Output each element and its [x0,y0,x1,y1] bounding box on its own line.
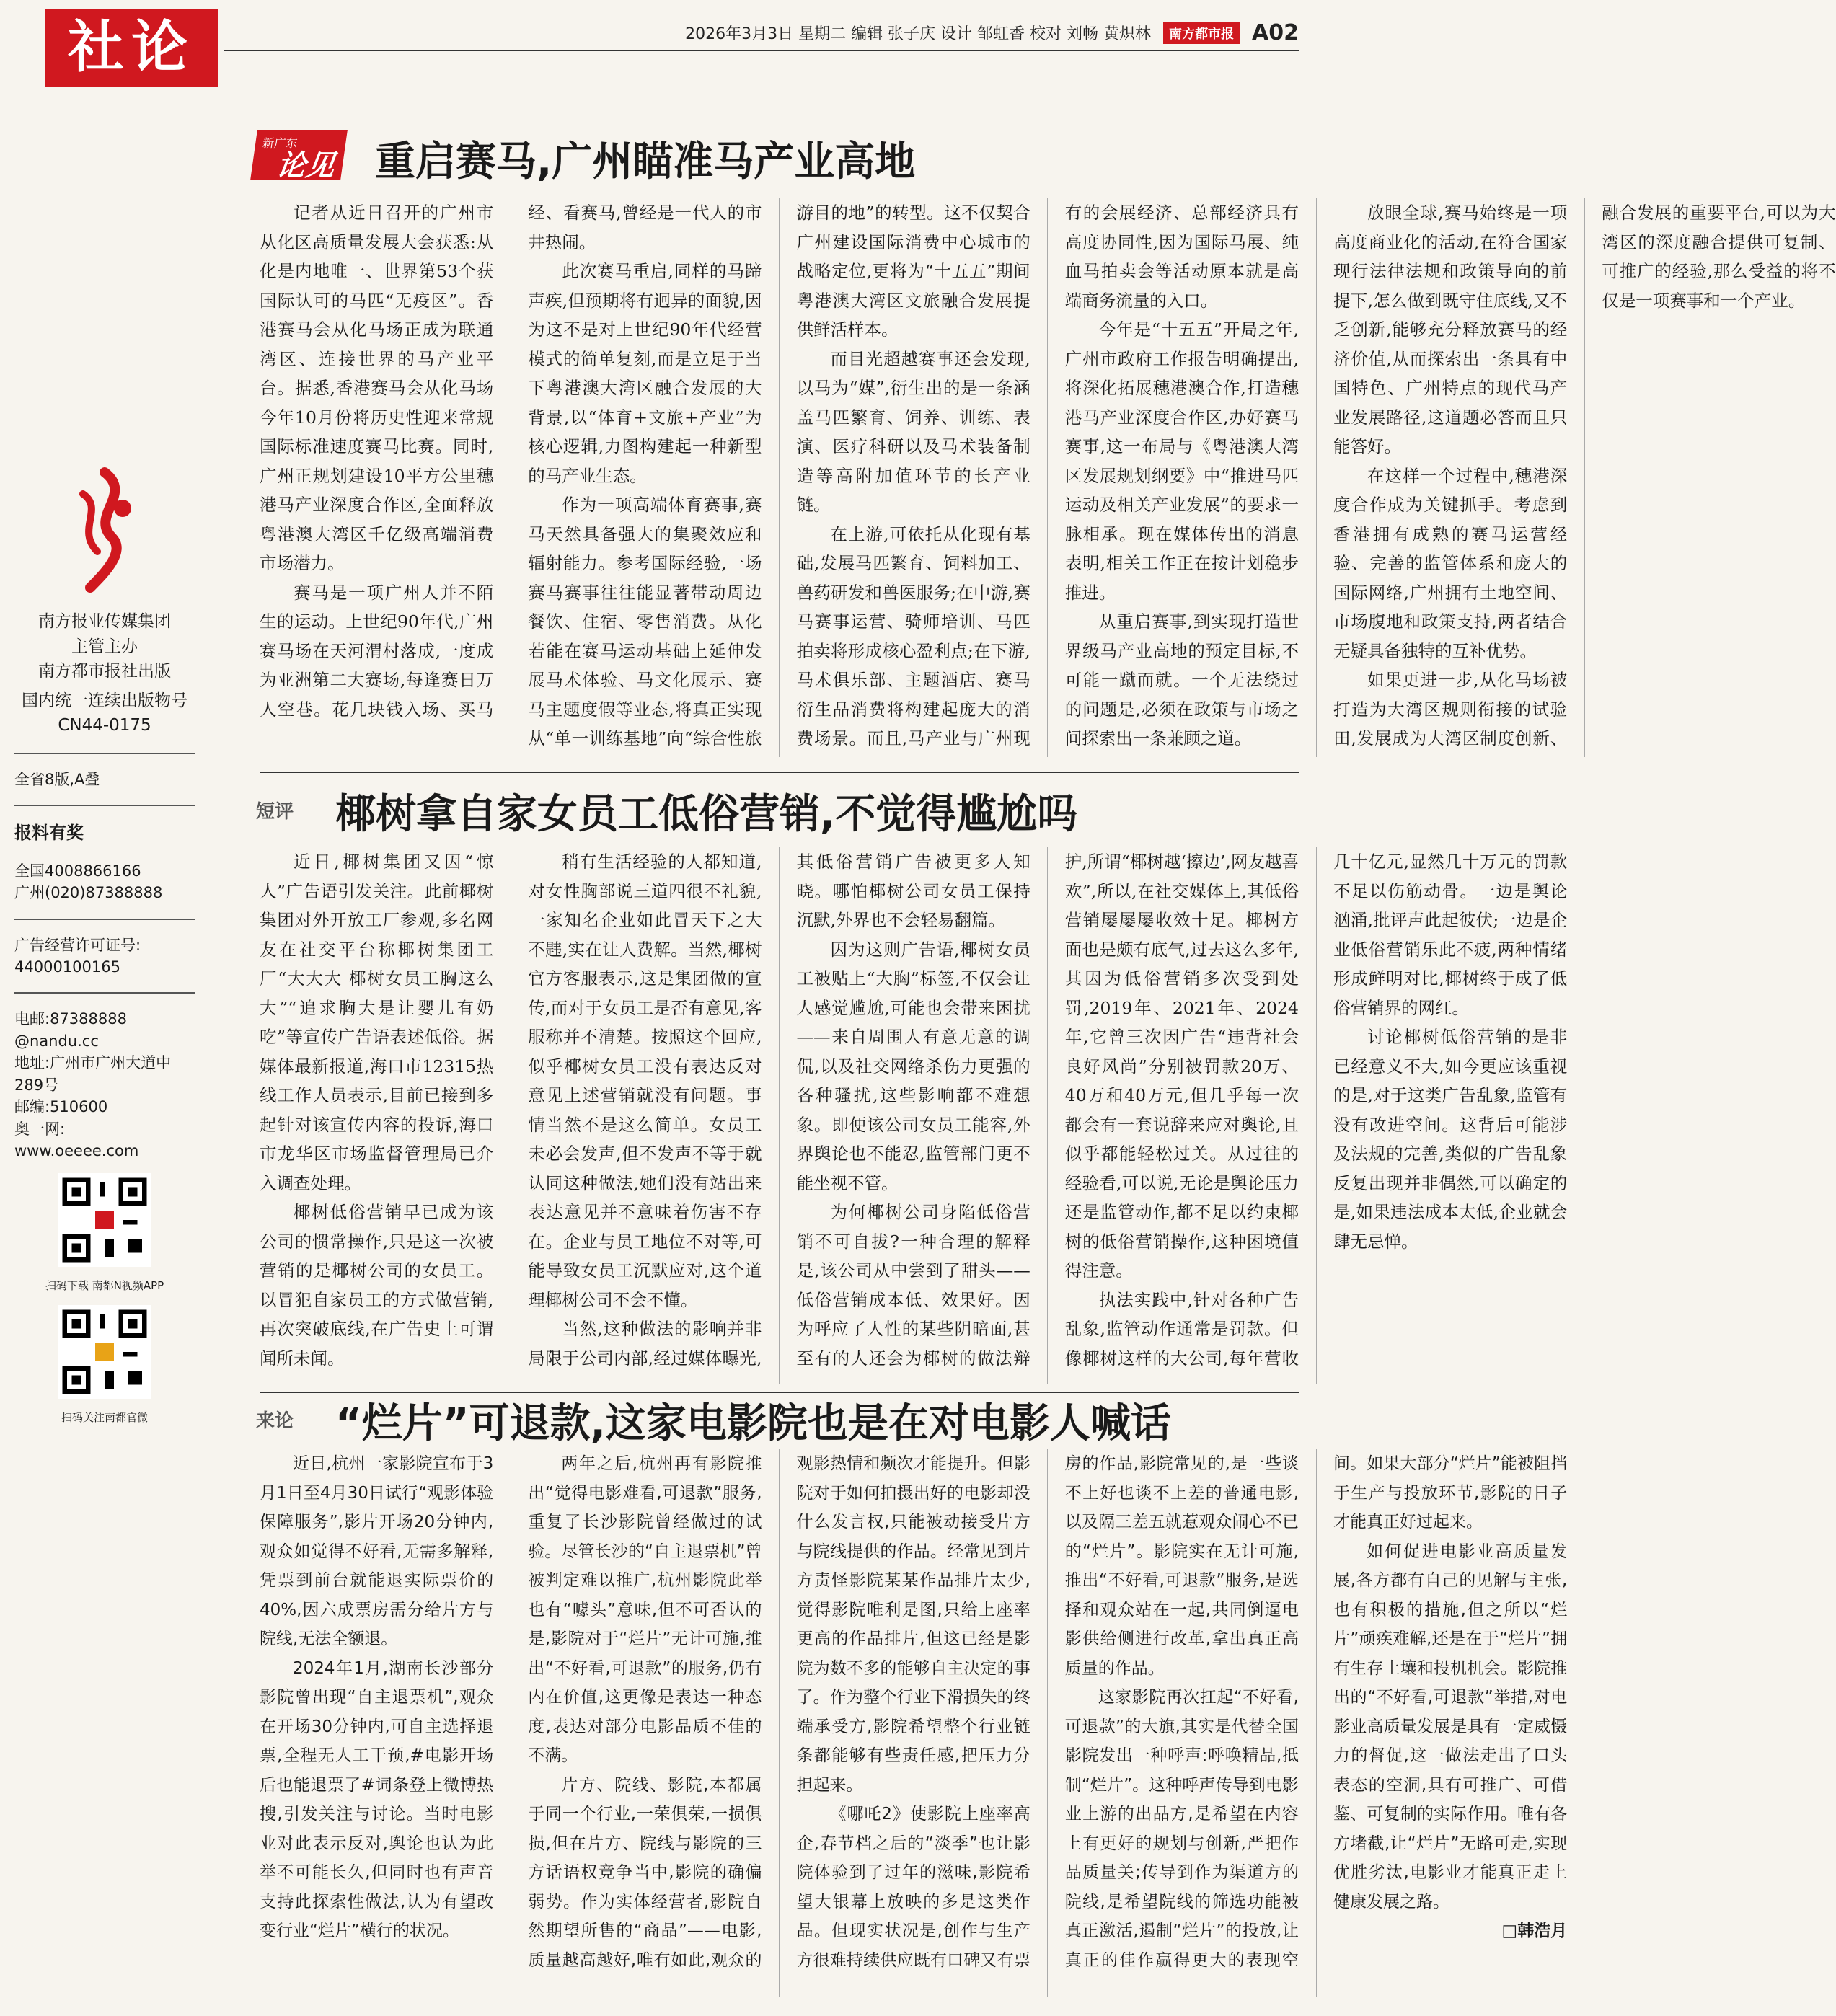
badge-big-text: 论见 [274,149,337,182]
paragraph: 如何促进电影业高质量发展,各方都有自己的见解与主张,也有积极的措施,但之所以“烂片”顽疾难解,还是在于“烂片”拥有生存土壤和投机机会。影院推出的“不好看,可退款”举措,对电影业高质量发展是具有一定威慑力的督促,这一做法走出了口头表态的空洞,具有可推广、可借鉴、可复制的实际作用。唯有各方堵截,让“烂片”无路可走,实现优胜劣汰,电影业才能真正走上健康发展之路。 [1333,1542,1568,1911]
paragraph: 片方、院线、影院,本都属于同一个行业,一荣俱荣,一损俱损,但在片方、院线与影院的三方话语权竞争当中,影院的确偏弱势。作为实体经营者,影院自然期望所售的“商品”——电影,质量越高越好,唯有如此,观众的观影热情和频次才能提升。但影院对于如何拍摄出好的电影却没什么发言权,只能被动接受片方与院线提供的作品。经常见到片方责怪影院某某作品排片太少,觉得影院唯利是图,只给上座率更高的作品排片,但这已经是影院为数不多的能够自主决定的事了。作为整个行业下滑损失的终端承受方,影院希望整个行业链条都能够有些责任感,把压力分担起来。 [528,1454,1030,1970]
publisher-line: 国内统一连续出版物号 [22,691,187,710]
publisher-line: 南方报业传媒集团 [38,612,171,631]
contact-line: 289号 [14,1076,59,1094]
qr-caption: 扫码关注南都官微 [61,1411,148,1425]
paragraph: 因为这则广告语,椰树女员工被贴上“大胸”标签,不仅会让人感觉尴尬,可能也会带来困扰——来自周围人有意无意的调侃,以及社交网络杀伤力更强的各种骚扰,这些影响都不难想象。即便该公司女员工能容,外界舆论也不能忍,监管部门更不能坐视不管。 [796,939,1030,1193]
issue-info: 2026年3月3日 星期二 编辑 张子庆 设计 邹虹香 校对 刘畅 黄炽林 [685,25,1152,43]
badge-small-text: 新广东 [261,136,299,150]
paragraph: 记者从近日召开的广州市从化区高质量发展大会获悉:从化是内地唯一、世界第53个获国际认可的马匹“无疫区”。香港赛马会从化马场正成为联通湾区、连接世界的马产业平台。据悉,香港赛马会从化马场今年10月份将历史性迎来常规国际标准速度赛马比赛。同时,广州正规划建设10平方公里穗港马产业深度合作区,全面释放粤港澳大湾区千亿级高端消费市场潜力。 [260,203,494,573]
edition-info: 全省8版,A叠 [14,770,100,788]
report-title: 报料有奖 [14,822,84,843]
paragraph: 在上游,可依托从化现有基础,发展马匹繁育、饲料加工、兽药研发和兽医服务;在中游,赛马赛事运营、骑师培训、马匹拍卖将形成核心盈利点;在下游,马术俱乐部、主题酒店、赛马衍生品消费将构建起庞大的消费场景。而且,马产业与广州现有的会展经济、总部经济具有高度协同性,因为国际马展、纯血马拍卖会等活动原本就是高端商务流量的入口。 [796,203,1299,748]
ad-permit-number: 44000100165 [14,958,120,976]
paragraph: 椰树低俗营销早已成为该公司的惯常操作,只是这一次被营销的是椰树公司的女员工。以冒犯自家员工的方式做营销,再次突破底线,在广告史上可谓闻所未闻。 [260,1202,494,1369]
sidebar [14,126,195,1426]
paragraph: 执法实践中,针对各种广告乱象,监管动作通常是罚款。但像椰树这样的大公司,每年营收几十亿元,显然几十万元的罚款不足以伤筋动骨。一边是舆论汹涌,批评声此起彼伏;一边是企业低俗营销乐此不疲,两种情绪形成鲜明对比,椰树终于成了低俗营销界的网红。 [1064,852,1568,1369]
paragraph: 今年是“十五五”开局之年,广州市政府工作报告明确提出,将深化拓展穗港澳合作,打造穗港马产业深度合作区,办好赛马赛事,这一布局与《粤港澳大湾区发展规划纲要》中“推进马匹运动及相关产业发展”的要求一脉相承。现在媒体传出的消息表明,相关工作正在按计划稳步推进。 [1064,319,1299,603]
section-title: 社论 [45,9,218,87]
divider [14,919,195,920]
report-line: 全国4008866166 [14,862,141,880]
paragraph: 放眼全球,赛马始终是一项高度商业化的活动,在符合国家现行法律法规和政策导向的前提下,怎么做到既守住底线,又不乏创新,能够充分释放赛马的经济价值,从而探索出一条具有中国特色、广州特点的现代马产业发展路径,这道题必答而且只能答好。 [1333,203,1568,456]
divider [260,772,1299,773]
paragraph: 如果更进一步,从化马场被打造为大湾区规则衔接的试验田,发展成为大湾区制度创新、融合发展的重要平台,可以为大湾区的深度融合提供可复制、可推广的经验,那么受益的将不仅是一项赛事和一个产业。 [1333,203,1836,748]
header-divider [224,50,1299,53]
contact-line: 地址:广州市广州大道中 [14,1054,172,1072]
qr-code-weibo-icon[interactable] [58,1305,151,1399]
author-byline: □韩浩月 [1501,1922,1568,1940]
article-title: 重启赛马,广州瞄准马产业高地 [375,138,916,185]
article-title: 椰树拿自家女员工低俗营销,不觉得尴尬吗 [335,791,1078,838]
article-kicker: 来论 [256,1410,294,1432]
paragraph: 从重启赛事,到实现打造世界级马产业高地的预定目标,不可能一蹴而就。一个无法绕过的问题是,必须在政策与市场之间探索出一条兼顾之道。 [1064,611,1299,748]
paragraph: 在这样一个过程中,穗港深度合作成为关键抓手。考虑到香港拥有成熟的赛马运营经验、完善的监管体系和庞大的国际网络,广州拥有土地空间、市场腹地和政策支持,两者结合无疑具备独特的互补优势。 [1333,465,1568,661]
masthead-logo: 南方都市报 [1163,22,1240,44]
column-badge [250,130,348,180]
paragraph: 当然,这种做法的影响并非局限于公司内部,经过媒体曝光,其低俗营销广告被更多人知晓。哪怕椰树公司女员工保持沉默,外界也不会轻易翻篇。 [528,852,1030,1369]
contact-line: 电邮:87388888 [14,1010,127,1028]
page-number: A02 [1252,20,1299,45]
paragraph: 2024年1月,湖南长沙部分影院曾出现“自主退票机”,观众在开场30分钟内,可自主选择退票,全程无人工干预,#电影开场后也能退票了#词条登上微博热搜,引发关注与讨论。当时电影业对此表示反对,舆论也认为此举不可能长久,但同时也有声音支持此探索性做法,认为有望改变行业“烂片”横行的状况。 [260,1658,494,1940]
paragraph: 近日,椰树集团又因“惊人”广告语引发关注。此前椰树集团对外开放工厂参观,多名网友在社交平台称椰树集团工厂“大大大 椰树女员工胸这么大”“追求胸大是让婴儿有奶吃”等宣传广告语表述低俗。据媒体最新报道,海口市12315热线工作人员表示,目前已接到多起针对该宣传内容的投诉,海口市龙华区市场监督管理局已介入调查处理。 [260,852,494,1193]
contact-line: 邮编:510600 [14,1098,108,1116]
qr-caption: 扫码下载 南都N视频APP [45,1278,164,1292]
article-kicker: 短评 [256,801,294,823]
paragraph: 这家影院再次扛起“不好看,可退款”的大旗,其实是代替全国影院发出一种呼声:呼唤精品,抵制“烂片”。这种呼声传导到电影业上游的出品方,是希望在内容上有更好的规划与创新,严把作品质量关;传导到作为渠道方的院线,是希望院线的筛选功能被真正激活,遏制“烂片”的投放,让真正的佳作赢得更大的表现空间。如果大部分“烂片”能被阻挡于生产与投放环节,影院的日子才能真正好过起来。 [1064,1454,1568,1970]
paragraph: 而目光超越赛事还会发现,以马为“媒”,衍生出的是一条涵盖马匹繁育、饲养、训练、表演、医疗科研以及马术装备制造等高附加值环节的长产业链。 [796,348,1030,515]
paragraph: 为何椰树公司身陷低俗营销不可自拔?一种合理的解释是,该公司从中尝到了甜头——低俗营销成本低、效果好。因为呼应了人性的某些阴暗面,甚至有的人还会为椰树的做法辩护,所谓“椰树越‘擦边’,网友越喜欢”,所以,在社交媒体上,其低俗营销屡屡屡收效十足。椰树方面也是颇有底气,过去这么多年,其因为低俗营销多次受到处罚,2019年、2021年、2024年,它曾三次因广告“违背社会良好风尚”分别被罚款20万、40万和40万元,但几乎每一次都会有一套说辞来应对舆论,且似乎都能轻松过关。从过往的经验看,可以说,无论是舆论压力还是监管动作,都不足以约束椰树的低俗营销操作,这种困境值得注意。 [796,852,1299,1369]
paragraph: 近日,杭州一家影院宣布于3月1日至4月30日试行“观影体验保障服务”,影片开场20分钟内,观众如觉得不好看,无需多解释,凭票到前台就能退实际票价的40%,因六成票房需分给片方与院线,无法全额退。 [260,1454,494,1648]
divider [14,805,195,806]
contact-line: @nandu.cc [14,1032,99,1050]
paragraph: 赛马是一项广州人并不陌生的运动。上世纪90年代,广州赛马场在天河渭村落成,一度成为亚洲第二大赛场,每逢赛日万人空巷。花几块钱入场、买马经、看赛马,曾经是一代人的市井热闹。 [260,203,762,720]
article-body [260,1449,1568,1997]
article-body [260,847,1568,1384]
paragraph: 讨论椰树低俗营销的是非已经意义不大,如今更应该重视的是,对于这类广告乱象,监管有没有改进空间。这背后可能涉及法规的完善,类似的广告乱象反复出现并非偶然,可以确定的是,如果违法成本太低,企业就会肆无忌惮。 [1333,1027,1568,1252]
contact-line: 奥一网: [14,1120,66,1138]
paragraph: 《哪吒2》使影院上座率高企,春节档之后的“淡季”也让影院体验到了过年的滋味,影院希望大银幕上放映的多是这类作品。但现实状况是,创作与生产方很难持续供应既有口碑又有票房的作品,影院常见的,是一些谈不上好也谈不上差的普通电影,以及隔三差五就惹观众闹心不已的“烂片”。影院实在无计可施,推出“不好看,可退款”服务,是选择和观众站在一起,共同倒逼电影供给侧进行改革,拿出真正高质量的作品。 [796,1454,1299,1970]
paragraph: 两年之后,杭州再有影院推出“觉得电影难看,可退款”服务,重复了长沙影院曾经做过的试验。尽管长沙的“自主退票机”曾被判定难以推广,杭州影院此举也有“噱头”意味,但不可否认的是,影院对于“烂片”无计可施,推出“不好看,可退款”的服务,仍有内在价值,这更像是表达一种态度,表达对部分电影品质不佳的不满。 [528,1454,762,1765]
divider [14,992,195,994]
article-title: “烂片”可退款,这家电影院也是在对电影人喊话 [335,1400,1171,1447]
article-body [260,198,1836,757]
divider [14,753,195,754]
publisher-line: CN44-0175 [58,716,151,735]
paragraph: 作为一项高端体育赛事,赛马天然具备强大的集聚效应和辐射能力。参考国际经验,一场赛马赛事往往能显著带动周边餐饮、住宿、零售消费。从化若能在赛马运动基础上延伸发展马术体验、马文化展示、赛马主题度假等业态,将真正实现从“单一训练基地”向“综合性旅游目的地”的转型。这不仅契合广州建设国际消费中心城市的战略定位,更将为“十五五”期间粤港澳大湾区文旅融合发展提供鲜活样本。 [528,203,1030,748]
contact-line: www.oeeee.com [14,1142,139,1160]
paragraph: 稍有生活经验的人都知道,对女性胸部说三道四很不礼貌,一家知名企业如此冒天下之大不韪,实在让人费解。当然,椰树官方客服表示,这是集团做的宣传,而对于女员工是否有意见,客服称并不清楚。按照这个回应,似乎椰树女员工没有表达反对意见上述营销就没有问题。事情当然不是这么简单。女员工未必会发声,但不发声不等于就认同这种做法,她们没有站出来表达意见并不意味着伤害不存在。企业与员工地位不对等,可能导致女员工沉默应对,这个道理椰树公司不会不懂。 [528,852,762,1310]
report-line: 广州(020)87388888 [14,884,163,902]
qr-code-app-icon[interactable] [58,1173,151,1267]
publisher-line: 主管主办 [71,637,138,656]
paragraph: 此次赛马重启,同样的马蹄声疾,但预期将有迥异的面貌,因为这不是对上世纪90年代经营模式的简单复刻,而是立足于当下粤港澳大湾区融合发展的大背景,以“体育+文旅+产业”为核心逻辑,力图构建起一种新型的马产业生态。 [528,261,762,486]
ad-permit-label: 广告经营许可证号: [14,936,141,954]
publisher-info [14,609,195,738]
publisher-line: 南方都市报社出版 [38,662,171,681]
page-header [224,20,1299,49]
newspaper-group-logo-icon [47,465,162,595]
